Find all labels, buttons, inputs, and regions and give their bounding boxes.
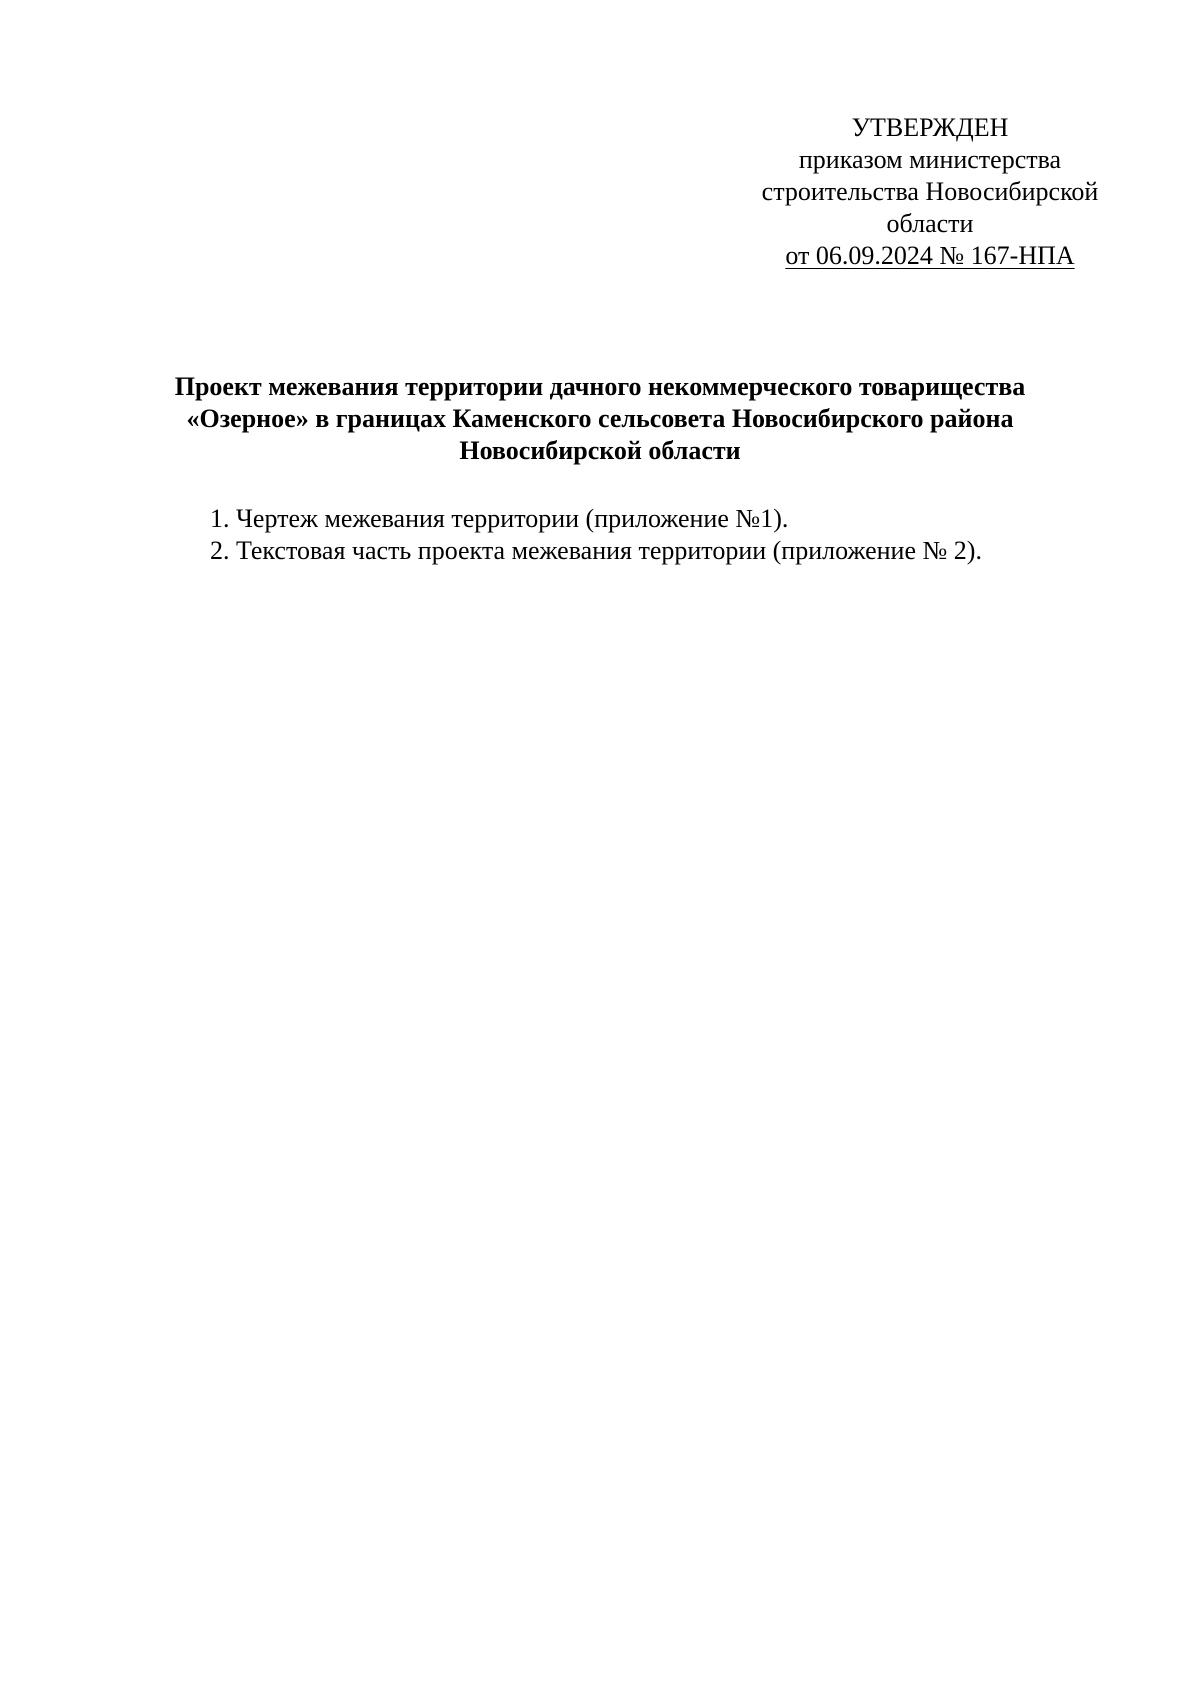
list-item: 1. Чертеж межевания территории (приложение №1). (210, 504, 789, 533)
list-item: 2. Текстовая часть проекта межевания территории (приложение № 2). (210, 536, 982, 565)
attachments-list (210, 503, 1110, 567)
approval-line-region: области (886, 209, 974, 238)
approval-heading: УТВЕРЖДЕН (851, 113, 1009, 142)
document-title (130, 371, 1070, 467)
title-line: Новосибирской области (459, 436, 741, 465)
title-line: Проект межевания территории дачного некоммерческого товарищества (174, 372, 1026, 401)
approval-order-number: от 06.09.2024 № 167-НПА (785, 241, 1075, 270)
title-line: «Озерное» в границах Каменского сельсовета Новосибирского района (186, 404, 1014, 433)
approval-line-order: приказом министерства (798, 145, 1062, 174)
approval-line-ministry: строительства Новосибирской (761, 177, 1099, 206)
approval-stamp (720, 112, 1140, 272)
